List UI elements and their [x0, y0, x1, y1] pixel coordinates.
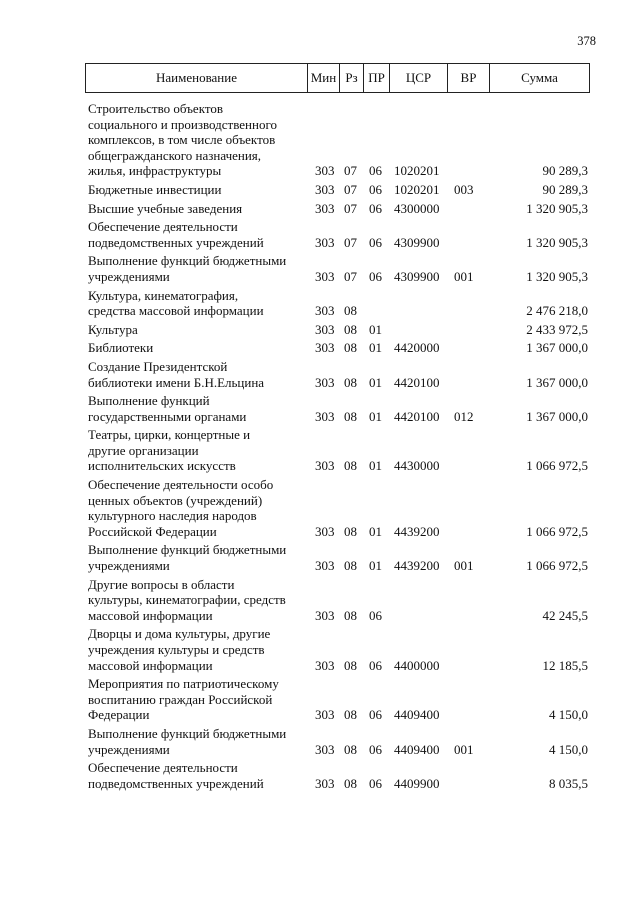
row-csr: 4309900 — [394, 234, 440, 250]
row-vr: 001 — [454, 268, 474, 284]
row-rz: 07 — [344, 200, 357, 216]
row-name — [88, 477, 313, 539]
row-name — [88, 393, 313, 424]
row-name-line: исполнительских искусств — [88, 458, 236, 474]
row-vr: 001 — [454, 741, 474, 757]
table-body — [88, 101, 588, 794]
row-name-line: Обеспечение деятельности — [88, 760, 238, 776]
table-header — [85, 63, 590, 93]
row-min: 303 — [315, 408, 335, 424]
table-row — [88, 359, 588, 390]
row-csr: 4409400 — [394, 707, 440, 723]
row-min: 303 — [315, 200, 335, 216]
row-name-line: ценных объектов (учреждений) — [88, 492, 263, 508]
row-name — [88, 182, 313, 198]
row-vr: 012 — [454, 408, 474, 424]
row-rz: 08 — [344, 657, 357, 673]
column-header-sum: Сумма — [489, 64, 589, 92]
row-name-line: Бюджетные инвестиции — [88, 181, 222, 197]
row-pr: 06 — [369, 200, 382, 216]
row-csr: 4420100 — [394, 374, 440, 390]
column-header-rz: Рз — [339, 64, 363, 92]
row-rz: 07 — [344, 234, 357, 250]
column-header-csr: ЦСР — [389, 64, 447, 92]
row-name-line: Выполнение функций — [88, 393, 210, 409]
row-min: 303 — [315, 340, 335, 356]
row-name — [88, 726, 313, 757]
row-csr: 4400000 — [394, 657, 440, 673]
row-rz: 08 — [344, 558, 357, 574]
row-name-line: Культура — [88, 321, 138, 337]
table-row — [88, 676, 588, 723]
row-name-line: Мероприятия по патриотическому — [88, 676, 279, 692]
row-sum: 1 367 000,0 — [526, 340, 588, 356]
row-name-line: учреждениями — [88, 741, 170, 757]
row-csr: 4300000 — [394, 200, 440, 216]
row-pr: 01 — [369, 458, 382, 474]
row-pr: 06 — [369, 607, 382, 623]
row-rz: 07 — [344, 181, 357, 197]
row-name-line: учреждениями — [88, 268, 170, 284]
page-number: 378 — [577, 34, 596, 48]
row-min: 303 — [315, 303, 335, 319]
row-rz: 08 — [344, 458, 357, 474]
row-name — [88, 542, 313, 573]
table-row — [88, 101, 588, 179]
table-row — [88, 626, 588, 673]
table-row — [88, 201, 588, 217]
column-header-pr: ПР — [363, 64, 389, 92]
row-name — [88, 101, 313, 179]
row-name-line: Федерации — [88, 707, 150, 723]
row-rz: 07 — [344, 268, 357, 284]
row-name-line: другие организации — [88, 442, 199, 458]
row-name-line: подведомственных учреждений — [88, 775, 264, 791]
row-name — [88, 340, 313, 356]
row-name-line: государственными органами — [88, 408, 247, 424]
row-name-line: Другие вопросы в области — [88, 576, 235, 592]
row-sum: 1 367 000,0 — [526, 374, 588, 390]
row-rz: 08 — [344, 374, 357, 390]
row-pr: 06 — [369, 163, 382, 179]
table-row — [88, 726, 588, 757]
row-csr: 4409900 — [394, 775, 440, 791]
table-row — [88, 253, 588, 284]
row-name-line: культурного наследия народов — [88, 508, 257, 524]
row-rz: 08 — [344, 607, 357, 623]
row-name — [88, 219, 313, 250]
row-name-line: Культура, кинематография, — [88, 287, 239, 303]
row-name-line: Российской Федерации — [88, 523, 217, 539]
row-name-line: Высшие учебные заведения — [88, 200, 243, 216]
row-csr: 4420000 — [394, 340, 440, 356]
row-sum: 1 367 000,0 — [526, 408, 588, 424]
row-name — [88, 359, 313, 390]
row-name — [88, 201, 313, 217]
row-name — [88, 676, 313, 723]
row-name-line: культуры, кинематографии, средств — [88, 592, 286, 608]
row-name-line: Выполнение функций бюджетными — [88, 725, 287, 741]
row-name-line: комплексов, в том числе объектов — [88, 132, 276, 148]
row-sum: 2 476 218,0 — [526, 303, 588, 319]
row-sum: 1 066 972,5 — [526, 558, 588, 574]
row-name-line: общегражданского назначения, — [88, 147, 262, 163]
row-name-line: подведомственных учреждений — [88, 234, 264, 250]
row-min: 303 — [315, 374, 335, 390]
row-pr: 06 — [369, 657, 382, 673]
row-rz: 07 — [344, 163, 357, 179]
row-csr: 1020201 — [394, 181, 440, 197]
row-min: 303 — [315, 707, 335, 723]
row-min: 303 — [315, 163, 335, 179]
row-name — [88, 577, 313, 624]
row-name-line: социального и производственного — [88, 116, 277, 132]
row-name-line: Выполнение функций бюджетными — [88, 542, 287, 558]
row-min: 303 — [315, 458, 335, 474]
table-row — [88, 477, 588, 539]
row-min: 303 — [315, 234, 335, 250]
row-name-line: Обеспечение деятельности особо — [88, 477, 274, 493]
row-min: 303 — [315, 741, 335, 757]
column-header-min: Мин — [307, 64, 339, 92]
row-sum: 90 289,3 — [542, 163, 588, 179]
row-name-line: учреждениями — [88, 558, 170, 574]
row-min: 303 — [315, 181, 335, 197]
row-csr: 4309900 — [394, 268, 440, 284]
row-name-line: жилья, инфраструктуры — [88, 163, 222, 179]
row-name — [88, 288, 313, 319]
row-name-line: Дворцы и дома культуры, другие — [88, 626, 271, 642]
row-sum: 2 433 972,5 — [526, 321, 588, 337]
row-min: 303 — [315, 523, 335, 539]
row-sum: 90 289,3 — [542, 181, 588, 197]
row-pr: 01 — [369, 408, 382, 424]
row-name-line: воспитанию граждан Российской — [88, 691, 273, 707]
row-name-line: Строительство объектов — [88, 101, 223, 116]
row-pr: 06 — [369, 234, 382, 250]
row-vr: 001 — [454, 558, 474, 574]
row-name-line: Выполнение функций бюджетными — [88, 253, 287, 269]
row-rz: 08 — [344, 321, 357, 337]
row-csr: 4409400 — [394, 741, 440, 757]
row-rz: 08 — [344, 340, 357, 356]
table-row — [88, 760, 588, 791]
row-name-line: средства массовой информации — [88, 303, 264, 319]
row-csr: 4439200 — [394, 558, 440, 574]
row-rz: 08 — [344, 303, 357, 319]
row-vr: 003 — [454, 181, 474, 197]
table-row — [88, 288, 588, 319]
row-name — [88, 626, 313, 673]
row-sum: 1 320 905,3 — [526, 200, 588, 216]
row-sum: 4 150,0 — [549, 741, 588, 757]
row-rz: 08 — [344, 707, 357, 723]
row-name-line: массовой информации — [88, 607, 213, 623]
row-csr: 4439200 — [394, 523, 440, 539]
row-min: 303 — [315, 558, 335, 574]
row-pr: 06 — [369, 741, 382, 757]
row-rz: 08 — [344, 408, 357, 424]
column-header-vr: ВР — [447, 64, 489, 92]
row-pr: 01 — [369, 558, 382, 574]
row-name-line: Создание Президентской — [88, 358, 228, 374]
row-min: 303 — [315, 321, 335, 337]
row-name — [88, 253, 313, 284]
row-min: 303 — [315, 657, 335, 673]
table-row — [88, 393, 588, 424]
row-pr: 01 — [369, 340, 382, 356]
row-csr: 1020201 — [394, 163, 440, 179]
row-sum: 1 320 905,3 — [526, 234, 588, 250]
row-pr: 01 — [369, 374, 382, 390]
row-name-line: Библиотеки — [88, 340, 154, 356]
table-row — [88, 542, 588, 573]
row-name — [88, 760, 313, 791]
row-rz: 08 — [344, 775, 357, 791]
row-pr: 06 — [369, 181, 382, 197]
row-name-line: Обеспечение деятельности — [88, 219, 238, 235]
row-sum: 1 066 972,5 — [526, 523, 588, 539]
row-pr: 01 — [369, 523, 382, 539]
row-min: 303 — [315, 268, 335, 284]
row-sum: 1 066 972,5 — [526, 458, 588, 474]
row-sum: 1 320 905,3 — [526, 268, 588, 284]
row-pr: 01 — [369, 321, 382, 337]
row-pr: 06 — [369, 707, 382, 723]
table-row — [88, 577, 588, 624]
table-row — [88, 322, 588, 338]
row-name-line: Театры, цирки, концертные и — [88, 427, 251, 443]
table-row — [88, 219, 588, 250]
row-csr: 4430000 — [394, 458, 440, 474]
row-min: 303 — [315, 607, 335, 623]
row-name-line: учреждения культуры и средств — [88, 642, 265, 657]
table-row — [88, 427, 588, 474]
row-rz: 08 — [344, 741, 357, 757]
row-sum: 42 245,5 — [542, 607, 588, 623]
row-pr: 06 — [369, 268, 382, 284]
column-header-name: Наименование — [156, 70, 237, 85]
row-csr: 4420100 — [394, 408, 440, 424]
row-name — [88, 322, 313, 338]
row-rz: 08 — [344, 523, 357, 539]
table-row — [88, 182, 588, 198]
row-name — [88, 427, 313, 474]
row-min: 303 — [315, 775, 335, 791]
row-name-line: массовой информации — [88, 657, 213, 673]
row-sum: 8 035,5 — [549, 775, 588, 791]
row-sum: 4 150,0 — [549, 707, 588, 723]
row-sum: 12 185,5 — [542, 657, 588, 673]
row-name-line: библиотеки имени Б.Н.Ельцина — [88, 374, 265, 390]
table-row — [88, 340, 588, 356]
row-pr: 06 — [369, 775, 382, 791]
